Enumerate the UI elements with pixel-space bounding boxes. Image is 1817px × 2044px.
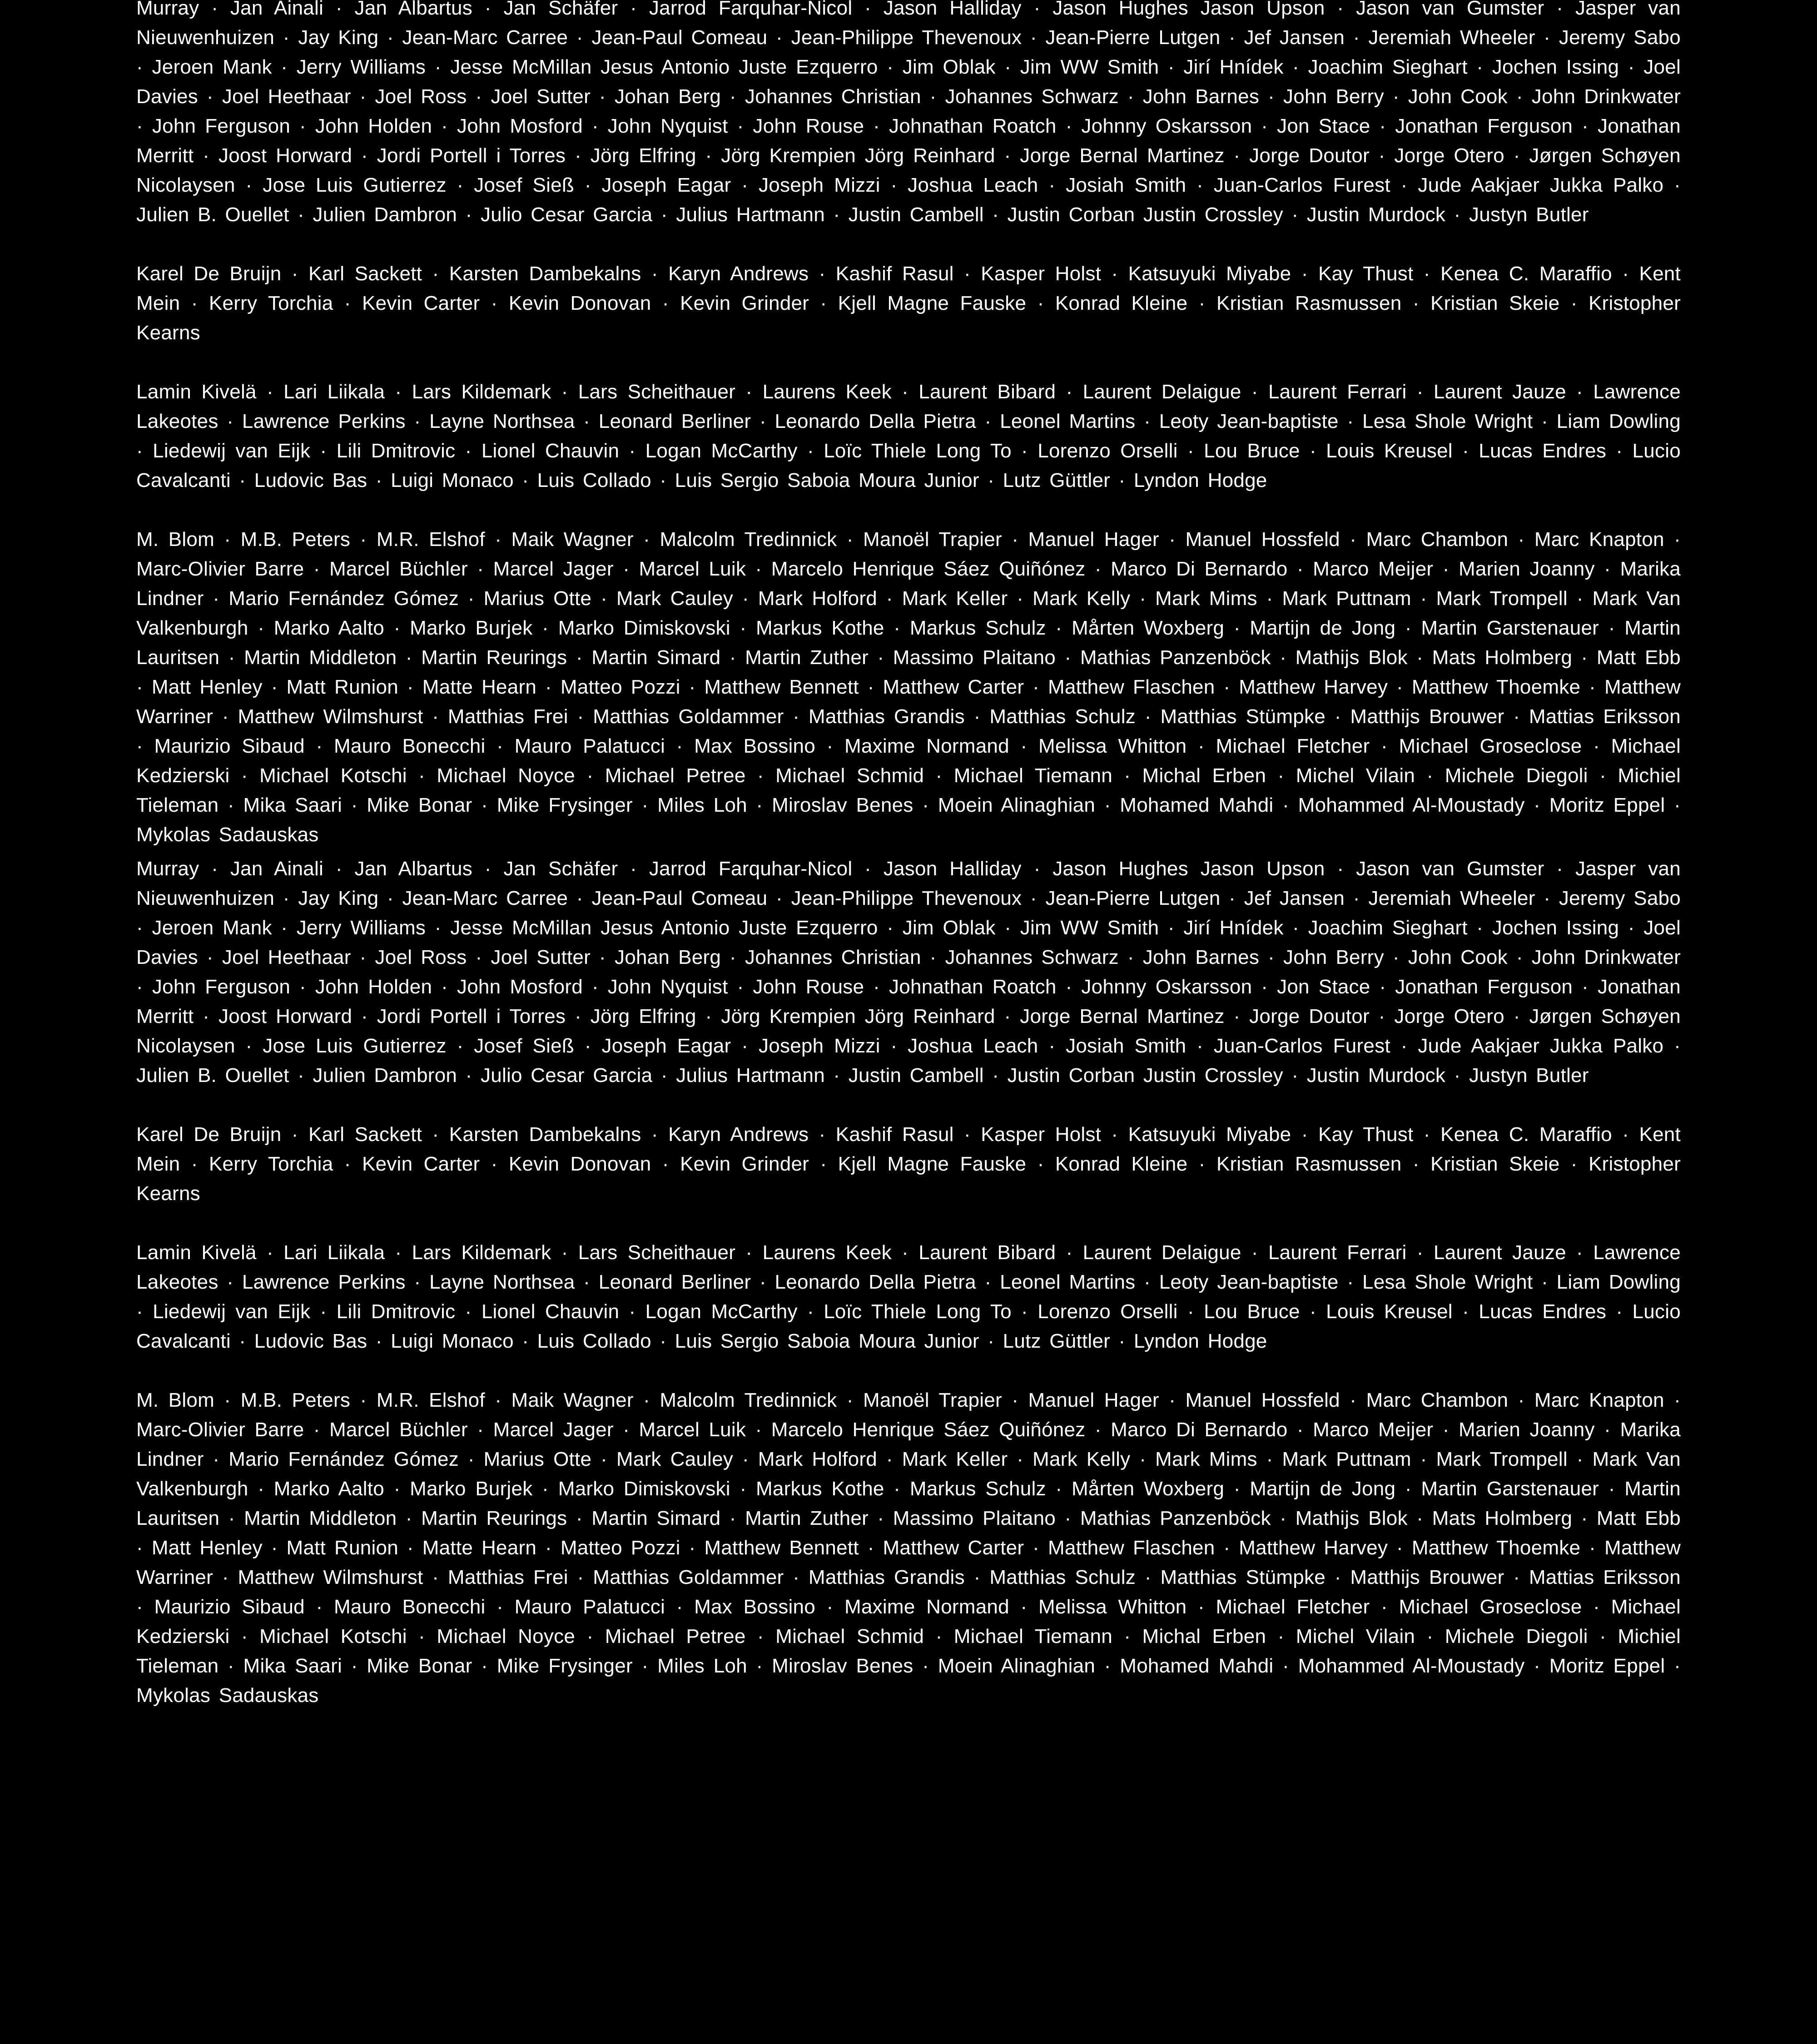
- credits-paragraph-l: Lamin Kivelä · Lari Liikala · Lars Kildemark · Lars Scheithauer · Laurens Keek · Laurent Bibard · Laurent Delaigue · Laurent Ferrari · Laurent Jauze · Lawrence Lakeotes · Lawrence Perkins · Layne Northsea · Leonard Berliner · Leonardo Della Pietra · Leonel Martins · Leoty Jean-baptiste · Lesa Shole Wright · Liam Dowling · Liedewij van Eijk · Lili Dmitrovic · Lionel Chauvin · Logan McCarthy · Loïc Thiele Long To · Lorenzo Orselli · Lou Bruce · Louis Kreusel · Lucas Endres · Lucio Cavalcanti · Ludovic Bas · Luigi Monaco · Luis Collado · Luis Sergio Saboia Moura Junior · Lutz Güttler · Lyndon Hodge: [136, 381, 1681, 491]
- credits-paragraph-k: Karel De Bruijn · Karl Sackett · Karsten Dambekalns · Karyn Andrews · Kashif Rasul · Kasper Holst · Katsuyuki Miyabe · Kay Thust · Kenea C. Maraffio · Kent Mein · Kerry Torchia · Kevin Carter · Kevin Donovan · Kevin Grinder · Kjell Magne Fauske · Konrad Kleine · Kristian Rasmussen · Kristian Skeie · Kristopher Kearns: [136, 263, 1681, 344]
- credits-paragraph-m: M. Blom · M.B. Peters · M.R. Elshof · Maik Wagner · Malcolm Tredinnick · Manoël Trapier · Manuel Hager · Manuel Hossfeld · Marc Chambon · Marc Knapton · Marc-Olivier Barre · Marcel Büchler · Marcel Jager · Marcel Luik · Marcelo Henrique Sáez Quiñónez · Marco Di Bernardo · Marco Meijer · Marien Joanny · Marika Lindner · Mario Fernández Gómez · Marius Otte · Mark Cauley · Mark Holford · Mark Keller · Mark Kelly · Mark Mims · Mark Puttnam · Mark Trompell · Mark Van Valkenburgh · Marko Aalto · Marko Burjek · Marko Dimiskovski · Markus Kothe · Markus Schulz · Mårten Woxberg · Martijn de Jong · Martin Garstenauer · Martin Lauritsen · Martin Middleton · Martin Reurings · Martin Simard · Martin Zuther · Massimo Plaitano · Mathias Panzenböck · Mathijs Blok · Mats Holmberg · Matt Ebb · Matt Henley · Matt Runion · Matte Hearn · Matteo Pozzi · Matthew Bennett · Matthew Carter · Matthew Flaschen · Matthew Harvey · Matthew Thoemke · Matthew Warriner · Matthew Wilmshurst · Matthias Frei · Matthias Goldammer · Matthias Grandis · Matthias Schulz · Matthias Stümpke · Matthijs Brouwer · Mattias Eriksson · Maurizio Sibaud · Mauro Bonecchi · Mauro Palatucci · Max Bossino · Maxime Normand · Melissa Whitton · Michael Fletcher · Michael Groseclose · Michael Kedzierski · Michael Kotschi · Michael Noyce · Michael Petree · Michael Schmid · Michael Tiemann · Michal Erben · Michel Vilain · Michele Diegoli · Michiel Tieleman · Mika Saari · Mike Bonar · Mike Frysinger · Miles Loh · Miroslav Benes · Moein Alinaghian · Mohamed Mahdi · Mohammed Al-Moustady · Moritz Eppel · Mykolas Sadauskas: [136, 528, 1681, 846]
- credits-paragraph-l: Lamin Kivelä · Lari Liikala · Lars Kildemark · Lars Scheithauer · Laurens Keek · Laurent Bibard · Laurent Delaigue · Laurent Ferrari · Laurent Jauze · Lawrence Lakeotes · Lawrence Perkins · Layne Northsea · Leonard Berliner · Leonardo Della Pietra · Leonel Martins · Leoty Jean-baptiste · Lesa Shole Wright · Liam Dowling · Liedewij van Eijk · Lili Dmitrovic · Lionel Chauvin · Logan McCarthy · Loïc Thiele Long To · Lorenzo Orselli · Lou Bruce · Louis Kreusel · Lucas Endres · Lucio Cavalcanti · Ludovic Bas · Luigi Monaco · Luis Collado · Luis Sergio Saboia Moura Junior · Lutz Güttler · Lyndon Hodge: [136, 1241, 1681, 1352]
- credits-block-2: [136, 854, 1681, 1710]
- credits-paragraph-k: Karel De Bruijn · Karl Sackett · Karsten Dambekalns · Karyn Andrews · Kashif Rasul · Kasper Holst · Katsuyuki Miyabe · Kay Thust · Kenea C. Maraffio · Kent Mein · Kerry Torchia · Kevin Carter · Kevin Donovan · Kevin Grinder · Kjell Magne Fauske · Konrad Kleine · Kristian Rasmussen · Kristian Skeie · Kristopher Kearns: [136, 1123, 1681, 1205]
- credits-paragraph-j: Murray · Jan Ainali · Jan Albartus · Jan Schäfer · Jarrod Farquhar-Nicol · Jason Halliday · Jason Hughes Jason Upson · Jason van Gumster · Jasper van Nieuwenhuizen · Jay King · Jean-Marc Carree · Jean-Paul Comeau · Jean-Philippe Thevenoux · Jean-Pierre Lutgen · Jef Jansen · Jeremiah Wheeler · Jeremy Sabo · Jeroen Mank · Jerry Williams · Jesse McMillan Jesus Antonio Juste Ezquerro · Jim Oblak · Jim WW Smith · Jirí Hnídek · Joachim Sieghart · Jochen Issing · Joel Davies · Joel Heethaar · Joel Ross · Joel Sutter · Johan Berg · Johannes Christian · Johannes Schwarz · John Barnes · John Berry · John Cook · John Drinkwater · John Ferguson · John Holden · John Mosford · John Nyquist · John Rouse · Johnathan Roatch · Johnny Oskarsson · Jon Stace · Jonathan Ferguson · Jonathan Merritt · Joost Horward · Jordi Portell i Torres · Jörg Elfring · Jörg Krempien Jörg Reinhard · Jorge Bernal Martinez · Jorge Doutor · Jorge Otero · Jørgen Schøyen Nicolaysen · Jose Luis Gutierrez · Josef Sieß · Joseph Eagar · Joseph Mizzi · Joshua Leach · Josiah Smith · Juan-Carlos Furest · Jude Aakjaer Jukka Palko · Julien B. Ouellet · Julien Dambron · Julio Cesar Garcia · Julius Hartmann · Justin Cambell · Justin Corban Justin Crossley · Justin Murdock · Justyn Butler: [136, 0, 1681, 226]
- credits-paragraph-m: M. Blom · M.B. Peters · M.R. Elshof · Maik Wagner · Malcolm Tredinnick · Manoël Trapier · Manuel Hager · Manuel Hossfeld · Marc Chambon · Marc Knapton · Marc-Olivier Barre · Marcel Büchler · Marcel Jager · Marcel Luik · Marcelo Henrique Sáez Quiñónez · Marco Di Bernardo · Marco Meijer · Marien Joanny · Marika Lindner · Mario Fernández Gómez · Marius Otte · Mark Cauley · Mark Holford · Mark Keller · Mark Kelly · Mark Mims · Mark Puttnam · Mark Trompell · Mark Van Valkenburgh · Marko Aalto · Marko Burjek · Marko Dimiskovski · Markus Kothe · Markus Schulz · Mårten Woxberg · Martijn de Jong · Martin Garstenauer · Martin Lauritsen · Martin Middleton · Martin Reurings · Martin Simard · Martin Zuther · Massimo Plaitano · Mathias Panzenböck · Mathijs Blok · Mats Holmberg · Matt Ebb · Matt Henley · Matt Runion · Matte Hearn · Matteo Pozzi · Matthew Bennett · Matthew Carter · Matthew Flaschen · Matthew Harvey · Matthew Thoemke · Matthew Warriner · Matthew Wilmshurst · Matthias Frei · Matthias Goldammer · Matthias Grandis · Matthias Schulz · Matthias Stümpke · Matthijs Brouwer · Mattias Eriksson · Maurizio Sibaud · Mauro Bonecchi · Mauro Palatucci · Max Bossino · Maxime Normand · Melissa Whitton · Michael Fletcher · Michael Groseclose · Michael Kedzierski · Michael Kotschi · Michael Noyce · Michael Petree · Michael Schmid · Michael Tiemann · Michal Erben · Michel Vilain · Michele Diegoli · Michiel Tieleman · Mika Saari · Mike Bonar · Mike Frysinger · Miles Loh · Miroslav Benes · Moein Alinaghian · Mohamed Mahdi · Mohammed Al-Moustady · Moritz Eppel · Mykolas Sadauskas: [136, 1389, 1681, 1707]
- credits-paragraph-j: Murray · Jan Ainali · Jan Albartus · Jan Schäfer · Jarrod Farquhar-Nicol · Jason Halliday · Jason Hughes Jason Upson · Jason van Gumster · Jasper van Nieuwenhuizen · Jay King · Jean-Marc Carree · Jean-Paul Comeau · Jean-Philippe Thevenoux · Jean-Pierre Lutgen · Jef Jansen · Jeremiah Wheeler · Jeremy Sabo · Jeroen Mank · Jerry Williams · Jesse McMillan Jesus Antonio Juste Ezquerro · Jim Oblak · Jim WW Smith · Jirí Hnídek · Joachim Sieghart · Jochen Issing · Joel Davies · Joel Heethaar · Joel Ross · Joel Sutter · Johan Berg · Johannes Christian · Johannes Schwarz · John Barnes · John Berry · John Cook · John Drinkwater · John Ferguson · John Holden · John Mosford · John Nyquist · John Rouse · Johnathan Roatch · Johnny Oskarsson · Jon Stace · Jonathan Ferguson · Jonathan Merritt · Joost Horward · Jordi Portell i Torres · Jörg Elfring · Jörg Krempien Jörg Reinhard · Jorge Bernal Martinez · Jorge Doutor · Jorge Otero · Jørgen Schøyen Nicolaysen · Jose Luis Gutierrez · Josef Sieß · Joseph Eagar · Joseph Mizzi · Joshua Leach · Josiah Smith · Juan-Carlos Furest · Jude Aakjaer Jukka Palko · Julien B. Ouellet · Julien Dambron · Julio Cesar Garcia · Julius Hartmann · Justin Cambell · Justin Corban Justin Crossley · Justin Murdock · Justyn Butler: [136, 858, 1681, 1086]
- credits-block-1: [136, 0, 1681, 849]
- credits-scroll: [136, 0, 1681, 1710]
